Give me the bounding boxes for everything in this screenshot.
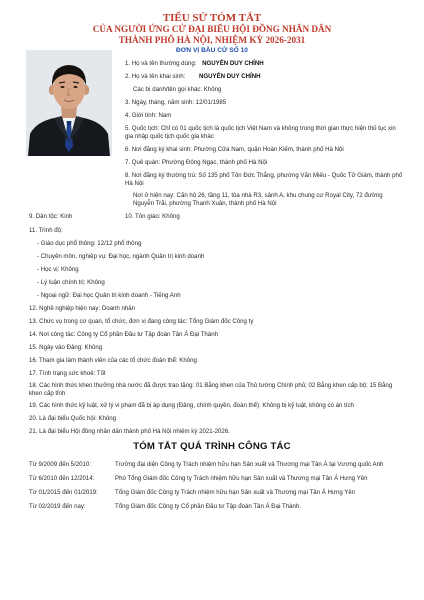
work-history-text: Tổng Giám đốc Công ty Trách nhiệm hữu hạn Sản xuất và Thương mại Tân Á Hưng Yên (115, 489, 356, 496)
field-health: 17. Tình trạng sức khoẻ: Tốt (29, 370, 106, 377)
work-history-date: Từ 01/2015 đến 01/2019: (29, 489, 98, 496)
field-common-name-value: NGUYỄN DUY CHÍNH (202, 60, 264, 67)
field-discipline: 19. Các hình thức kỷ luật, xử lý vi phạm đã bị áp dụng (Đảng, chính quyền, đoàn thể): Không bị kỷ luật, không có án tích (29, 402, 354, 409)
work-history-text: Trưởng đại diện Công ty Trách nhiệm hữu hạn Sản xuất và Thương mại Tân Á tại Vương quốc Anh (115, 461, 384, 468)
field-awards: 18. Các hình thức khen thưởng nhà nước đã được trao tặng: 01 Bằng khen của Thủ tướng Chính phủ; 02 Bằng khen cấp bộ; 15 Bằng khen cấp tỉnh (29, 382, 393, 397)
field-religion: 10. Tôn giáo: Không (125, 213, 180, 220)
field-national-assembly: 20. Là đại biểu Quốc hội: Không (29, 415, 117, 422)
field-nationality: 5. Quốc tịch: Chỉ có 01 quốc tịch là quốc tịch Việt Nam và không trong thời gian thực hiện thủ tục xin gia nhập quốc tịch quốc gia khác (125, 125, 396, 140)
header-line-3: THÀNH PHỐ HÀ NỘI, NHIỆM KỲ 2026-2031 (118, 34, 306, 45)
field-common-name (125, 60, 264, 68)
field-birth-name (125, 73, 261, 81)
field-occupation: 12. Nghề nghiệp hiện nay: Doanh nhân (29, 305, 136, 312)
work-history-text: Phó Tổng Giám đốc Công ty Trách nhiệm hữu hạn Sản xuất và Thương mại Tân Á Hưng Yên (115, 475, 368, 482)
field-alias: Các bí danh/tên gọi khác: Không (133, 86, 222, 93)
field-political-theory: - Lý luận chính trị: Không (37, 279, 105, 286)
work-history-text: Tổng Giám đốc Công ty Cổ phần Đầu tư Tập đoàn Tân Á Đại Thành. (115, 503, 301, 510)
work-history-heading: TÓM TẮT QUÁ TRÌNH CÔNG TÁC (133, 441, 291, 452)
field-position: 13. Chức vụ trong cơ quan, tổ chức, đơn vị đang công tác: Tổng Giám đốc Công ty (29, 318, 254, 325)
field-general-education: - Giáo dục phổ thông: 12/12 phổ thông (37, 240, 142, 247)
field-birth-registration: 6. Nơi đăng ký khai sinh: Phường Cửa Nam, quận Hoàn Kiếm, thành phố Hà Nội (125, 146, 344, 153)
field-foreign-language: - Ngoại ngữ: Đại học Quản trị kinh doanh - Tiếng Anh (37, 292, 181, 299)
field-workplace: 14. Nơi công tác: Công ty Cổ phần Đầu tư Tập đoàn Tân Á Đại Thành (29, 331, 218, 338)
work-history-date: Từ 02/2019 đến nay: (29, 503, 86, 510)
field-specialty: - Chuyên môn, nghiệp vụ: Đại học, ngành Quản trị kinh doanh (37, 253, 205, 260)
work-history-date: Từ 9/2009 đến 5/2010: (29, 461, 92, 468)
field-birth-date: 3. Ngày, tháng, năm sinh: 12/01/1985 (125, 99, 227, 106)
electoral-unit: ĐƠN VỊ BẦU CỬ SỐ 10 (176, 47, 248, 54)
field-organizations: 16. Tham gia làm thành viên của các tổ chức đoàn thể: Không (29, 357, 197, 364)
document-header (0, 12, 424, 55)
header-line-2: CỦA NGƯỜI ỨNG CỬ ĐẠI BIỂU HỘI ĐỒNG NHÂN DÂN (92, 24, 332, 34)
field-education: 11. Trình độ: (29, 227, 63, 234)
field-hometown: 7. Quê quán: Phường Đông Ngạc, thành phố Hà Nội (125, 159, 268, 166)
work-history-date: Từ 6/2010 đến 12/2014: (29, 475, 95, 482)
field-permanent-residence: 8. Nơi đăng ký thường trú: Số 135 phố Tôn Đức Thắng, phường Văn Miếu - Quốc Tử Giám, thành phố Hà Nội (125, 172, 403, 187)
field-council-member: 21. Là đại biểu Hội đồng nhân dân thành phố Hà Nội nhiệm kỳ 2021-2026. (29, 428, 230, 435)
document-title: TIỂU SỬ TÓM TẮT (162, 12, 262, 24)
field-birth-name-value: NGUYỄN DUY CHÍNH (199, 73, 261, 80)
field-party-admission: 15. Ngày vào Đảng: Không (29, 344, 103, 351)
field-academic-degree: - Học vị: Không (37, 266, 79, 273)
field-ethnicity: 9. Dân tộc: Kinh (29, 213, 73, 220)
field-current-address: Nơi ở hiện nay: Căn hộ 26, tầng 11, tòa nhà R3, sảnh A, khu chung cư Royal City, 72 đường Nguyễn Trãi, phường Thanh Xuân, thành phố Hà Nội (133, 192, 383, 207)
field-common-name-label: 1. Họ và tên thường dùng: (125, 60, 197, 67)
field-gender: 4. Giới tính: Nam (125, 112, 172, 119)
field-birth-name-label: 2. Họ và tên khai sinh: (125, 73, 186, 80)
candidate-portrait-photo (26, 50, 112, 156)
